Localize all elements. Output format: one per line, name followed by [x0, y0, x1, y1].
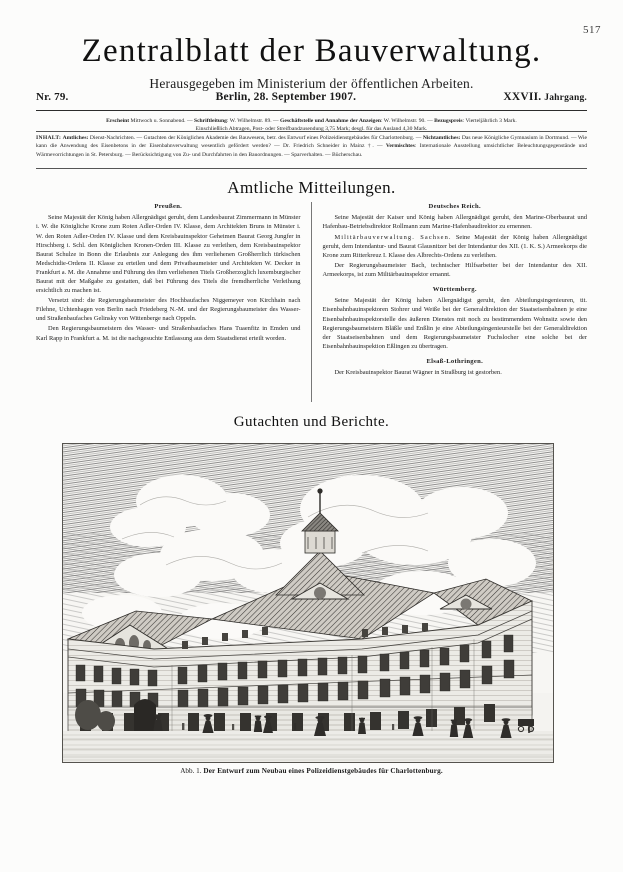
paragraph-elsass-1: Der Kreisbauinspektor Baurat Wägner in Straßburg ist gestorben.: [334, 369, 502, 377]
imprint-geschaeftstelle-value: : W. Wilhelmstr. 90. —: [380, 118, 435, 124]
contents-label-vermischtes: Vermischtes: [385, 143, 415, 150]
heading-wuerttemberg: Württemberg.: [432, 286, 477, 294]
journal-subtitle: Herausgegeben im Ministerium der öffentlichen Arbeiten.: [149, 75, 474, 91]
section-title-gutachten: Gutachten und Berichte.: [233, 414, 390, 430]
imprint-rule: [36, 131, 587, 132]
imprint-bezugspreis-value: : Vierteljährlich 3 Mark.: [462, 118, 517, 124]
contents-label-nichtamtliches: Nichtamtliches:: [422, 135, 461, 141]
imprint-line-2: Einschließlich Abtragen, Post- oder Streifbandzusendung 3,75 Mark; desgl. für das Ausland 4,30 Mark.: [195, 126, 428, 133]
volume-roman: XXVII.: [503, 91, 542, 103]
section-title-amtliche: Amtliche Mitteilungen.: [227, 178, 396, 197]
volume-word: Jahrgang.: [544, 93, 587, 103]
paragraph-reich-2-text: Seine Majestät der König haben Allergnädigst geruht, dem Intendantur- und Baurat Glausnitzer bei der Intendantur des XII. (1. K. S.) Armeekorps die Krone zum Ritterkreuz I. Klasse des Albrechts-Ordens zu verleihen.: [322, 233, 587, 259]
paragraph-preussen-3: Den Regierungsbaumeistern des Wasser- und Straßenbaufaches Hans Tuaenfitz in Emden und Karl Rapp in Frankfurt a. M. ist die nachgesuchte Entlassung aus dem Staatsdienst erteilt worden.: [36, 325, 301, 342]
imprint-erscheint-label: Erscheint: [106, 118, 130, 124]
imprint-schriftleitung-label: Schriftleitung: [193, 118, 227, 124]
paragraph-wuerttemberg-1: Seine Majestät der König haben Allergnädigst geruht, den Abteilungsingenieuren, tit. Eisenbahnbauinspektoren Stohrer und Weiße bei der Generaldirektion der Staatseisenbahnen je eine Eisenbahnbauinspektorstelle des äußeren Dienstes mit noch zu bestimmendem Wohnsitz sowie den Regierungsbaumeistern Bläßle und Enßlin je eine Abteilungsingenieurstelle bei der Generaldirektion der Staatseisenbahnen und dem Regierungsbaumeister Fuchslocher eine solche bei der Eisenbahnbauinspektion Eßlingen zu übertragen.: [322, 297, 587, 350]
lead-militaerbauverwaltung: Militärbauverwaltung. Sachsen.: [334, 233, 452, 241]
contents-heading: INHALT:: [36, 135, 62, 141]
journal-title: Zentralblatt der Bauverwaltung.: [81, 33, 542, 69]
page-number: 517: [583, 24, 601, 36]
figure-engraving: [62, 443, 554, 763]
contents-text-vermischtes: : Internationale Ausstellung umsichtlicher Beleuchtungsgegenstände und Wärmevorrichtungen in St. Petersburg. — Berücksichtigung von Zu- und Durchfahrten in den Bauordnungen. — Sparverhalten. — Bücherschau.: [36, 143, 587, 158]
contents-label-amtliches: Amtliches:: [62, 135, 89, 141]
imprint-bezugspreis-label: Bezugspreis: [434, 118, 463, 124]
paragraph-reich-1: Seine Majestät der Kaiser und König haben Allergnädigst geruht, den Marine-Oberbaurat und Hafenbau-Betriebsdirektor Rollmann zum Marine-Hafenbaudirektor zu ernennen.: [322, 214, 587, 231]
heading-deutsches-reich: Deutsches Reich.: [428, 203, 481, 210]
figure-number: Abb. 1.: [180, 767, 202, 775]
figure-caption-text: Der Entwurf zum Neubau eines Polizeidienstgebäudes für Charlottenburg.: [203, 767, 443, 775]
contents-block: [36, 134, 587, 159]
figure-caption: [36, 767, 587, 775]
heading-elsass-lothringen: Elsaß-Lothringen.: [426, 357, 484, 365]
issue-line: [36, 91, 587, 103]
two-column-body: [36, 202, 587, 402]
paragraph-reich-2: [323, 233, 588, 260]
imprint-schriftleitung-value: : W. Wilhelmstr. 89. —: [226, 118, 281, 124]
imprint-geschaeftstelle-label: Geschäftstelle und Annahme der Anzeigen: [280, 118, 381, 124]
masthead-rule: [36, 110, 587, 111]
contents-rule: [36, 168, 587, 169]
paragraph-preussen-1: Seine Majestät der König haben Allergnädigst geruht, dem Landesbaurat Zimmermann in Münster i. W. die Königliche Krone zum Roten Adler-Orden IV. Klasse, dem Architekten Bruns in Münster i. W. den Roten Adler-Orden IV. Klasse und dem Kreisbauinspektor Geheimen Baurat Georg Jungfer in Hirschberg i. Schl. den Königlichen Kronen-Orden III. Klasse zu verleihen, dem Kreisbauinspektor Baurat Schulze in Bonn die Erlaubnis zur Anlegung des ihm verliehenen Großherrlich türkischen Medschidie-Ordens II. Klasse zu erteilen und dem Privatbaumeister und Architekten W. Decker in Frankfurt a. M. die Annahme und Führung des ihm verliehenen Titels Großherzoglich luxemburgischer Baurat mit der Maßgabe zu gestatten, daß bei Führung des Titels die fremdherrliche Verleihung ersichtlich zu machen ist.: [36, 214, 301, 295]
heading-preussen: Preußen.: [154, 203, 183, 210]
issue-volume: [503, 91, 587, 103]
paragraph-reich-3: Der Regierungsbaumeister Bach, technischer Hilfsarbeiter bei der Intendantur des XII. Armeekorps, ist zum Militärbauinspektor ernannt.: [322, 261, 587, 278]
paragraph-preussen-2: Versetzt sind: die Regierungsbaumeister des Hochbaufaches Niggemeyer von Kirchhain nach Filehne, Uchtenhagen von Berlin nach Friedeberg N.-M. und der Regierungsbaumeister des Wasser- und Straßenbaufaches Gelinsky von Wittenberge nach Oppeln.: [36, 297, 301, 323]
imprint-erscheint-value: Mittwoch u. Sonnabend. —: [129, 118, 194, 124]
issue-number: Nr. 79.: [36, 91, 69, 103]
contents-text-amtliches: Dienst-Nachrichten. — Gutachten der Königlichen Akademie des Bauwesens, betr. des Entwurf eines Polizeidienstgebäudes für Charlottenburg. —: [88, 135, 422, 141]
column-right: [311, 202, 588, 402]
masthead: [0, 34, 623, 92]
contents-text-nichtamtliches: Das neue Königliche Gymnasium in Dortmund. — Wie kann die Anwendung des Eisenbetons in der Eisenbahnverwaltung wesentlich gefördert werden? — Dr. Friedrich Schneider in Mainz †. —: [36, 135, 588, 150]
column-left: [36, 202, 311, 402]
imprint-line-1: [36, 117, 587, 125]
issue-place-date: Berlin, 28. September 1907.: [215, 91, 357, 103]
engraving-illustration: [62, 443, 554, 763]
